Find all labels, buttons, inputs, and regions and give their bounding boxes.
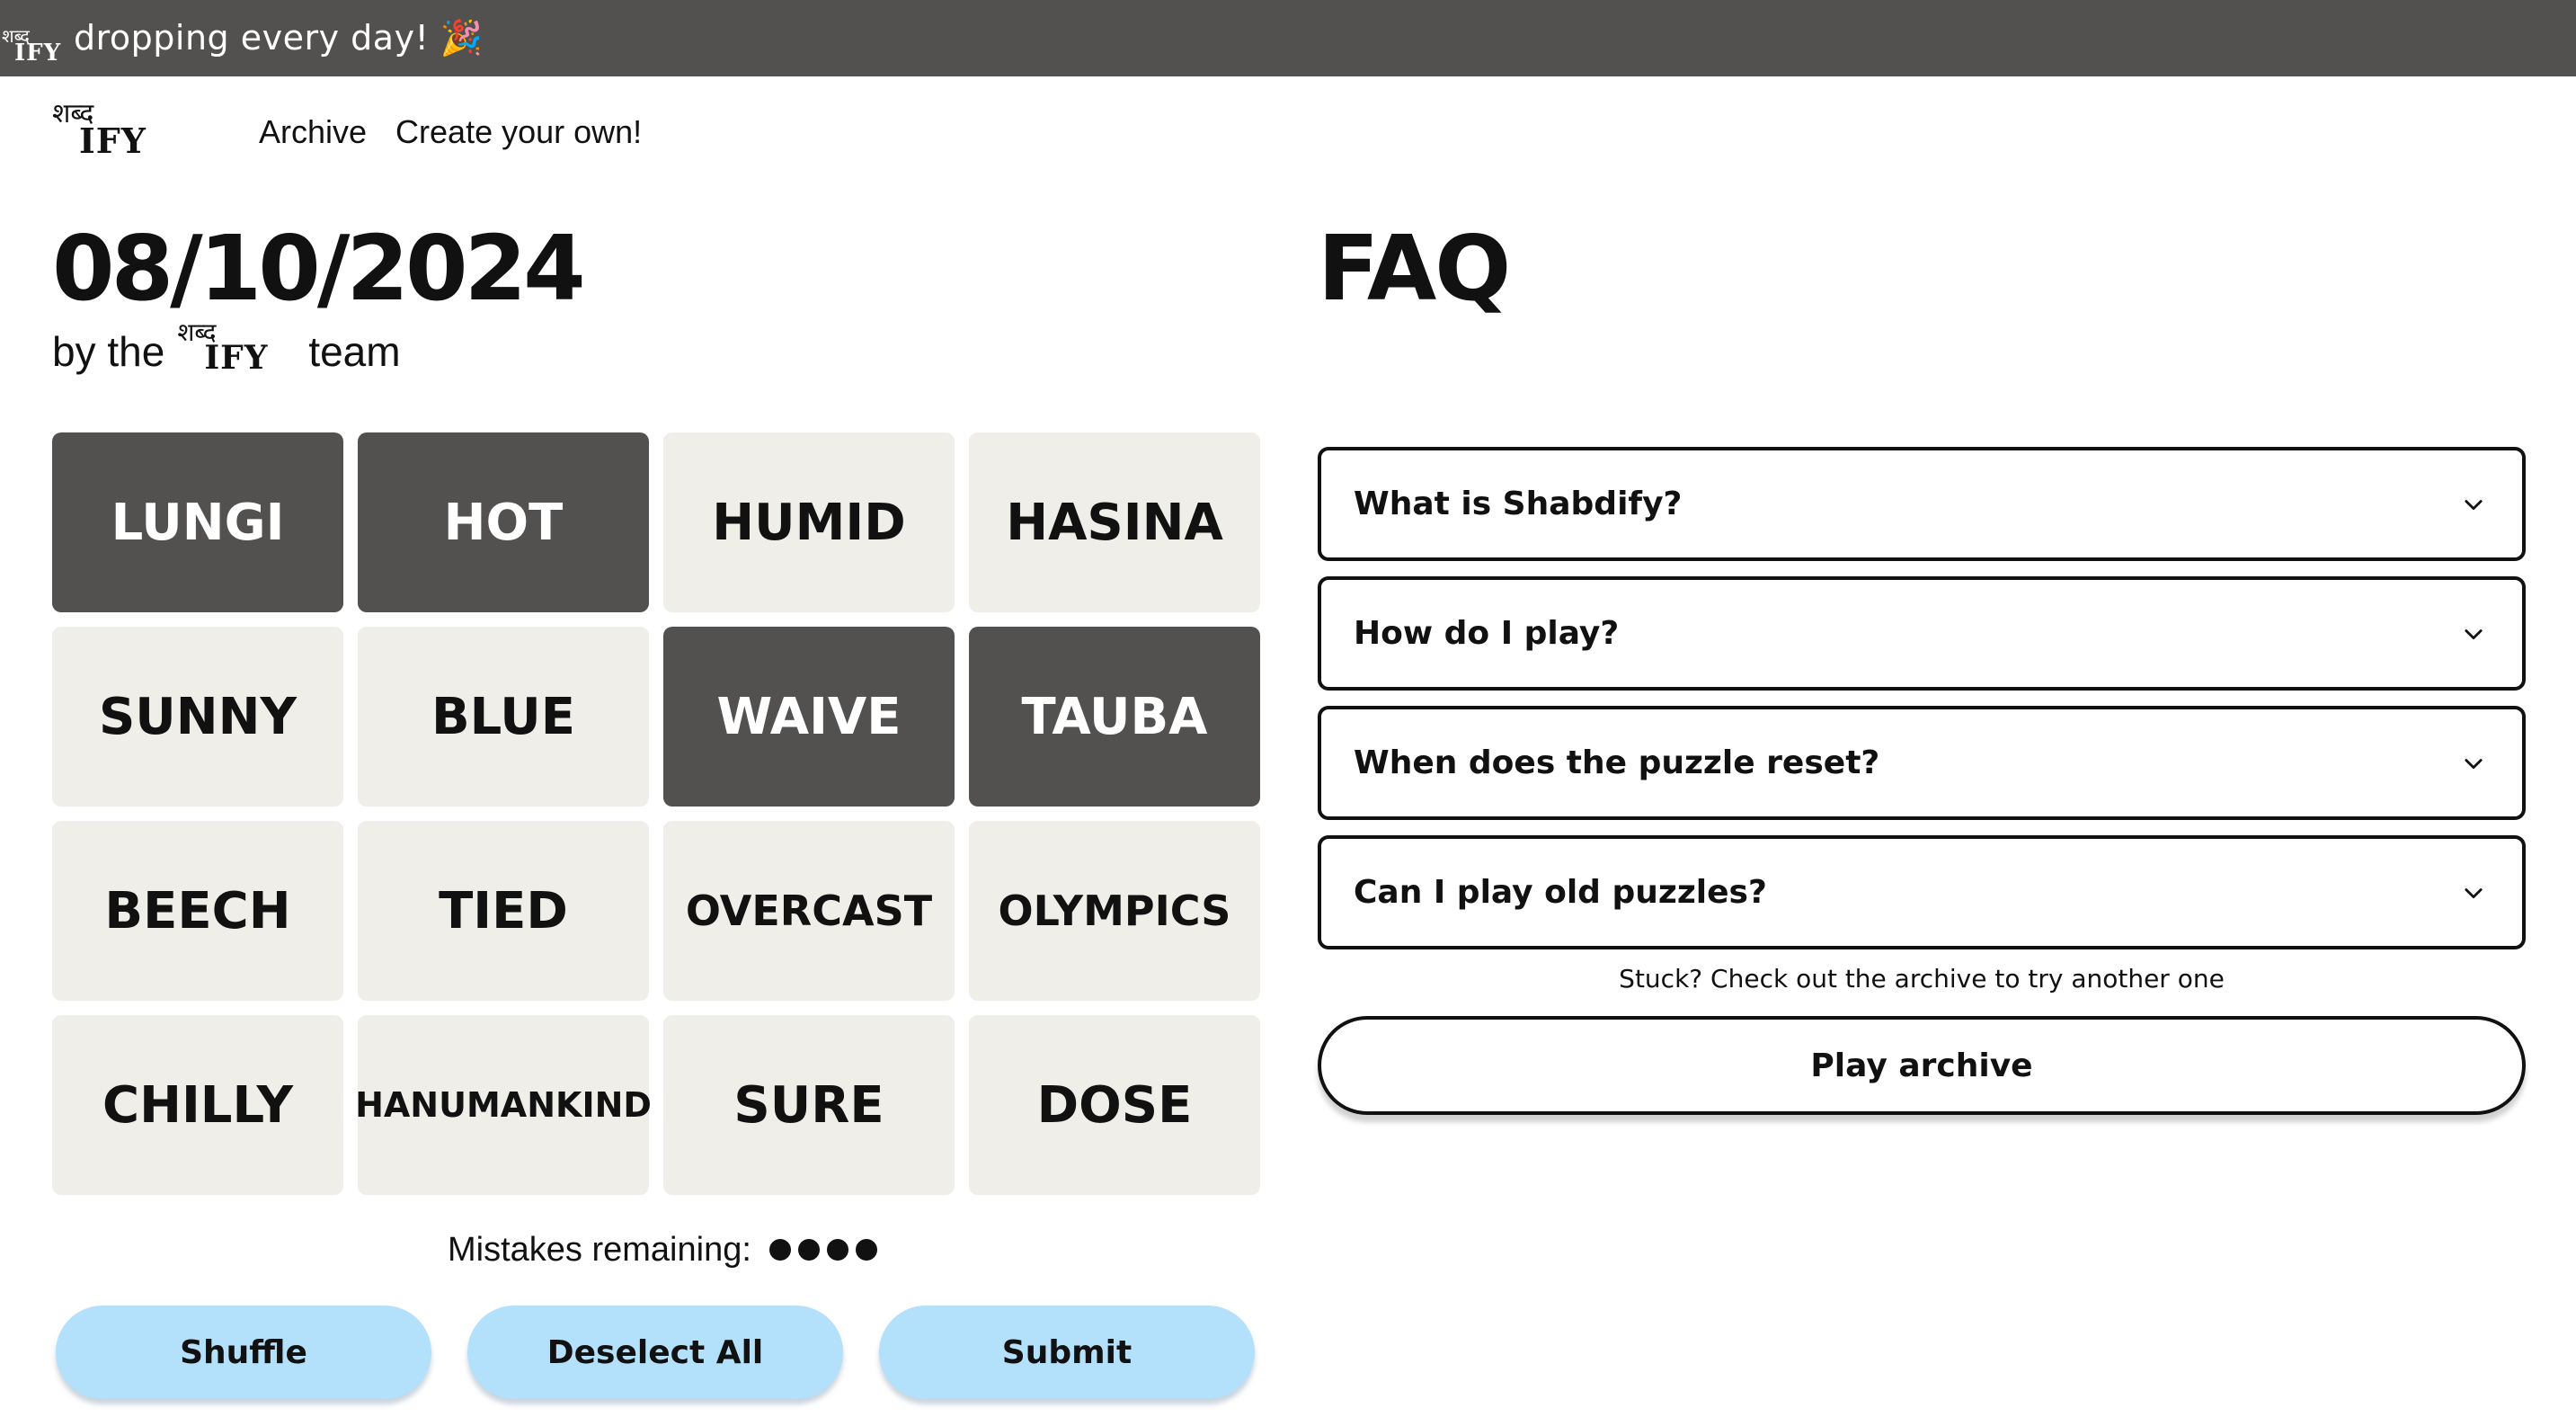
word-tile[interactable]: SUNNY [52, 627, 343, 807]
word-tile[interactable]: BEECH [52, 821, 343, 1001]
word-tile[interactable]: BLUE [358, 627, 649, 807]
mistakes-label: Mistakes remaining: [448, 1230, 751, 1269]
faq-question: Can I play old puzzles? [1354, 874, 1767, 911]
play-archive-button[interactable]: Play archive [1318, 1016, 2526, 1115]
logo-devanagari: शब्द [52, 98, 94, 129]
logo-devanagari: शब्द [2, 24, 30, 47]
shuffle-button[interactable]: Shuffle [56, 1306, 431, 1399]
word-tile[interactable]: WAIVE [663, 627, 955, 807]
faq-item-old-puzzles[interactable] [1318, 835, 2526, 949]
byline-logo [177, 317, 294, 383]
logo-ify: IFY [14, 39, 62, 67]
word-tile[interactable]: SURE [663, 1015, 955, 1195]
byline [52, 317, 401, 383]
faq-item-what-is[interactable] [1318, 447, 2526, 561]
nav-link-archive[interactable]: Archive [259, 113, 368, 150]
chevron-down-icon [2457, 488, 2490, 521]
banner-text: dropping every day! 🎉 [74, 18, 484, 58]
byline-suffix: team [308, 328, 401, 375]
chevron-down-icon [2457, 877, 2490, 909]
home-logo[interactable] [52, 98, 151, 164]
word-grid [52, 432, 1260, 1195]
chevron-down-icon [2457, 618, 2490, 650]
logo-ify: IFY [204, 339, 269, 377]
mistake-dot [856, 1239, 877, 1261]
mistake-dots [769, 1239, 884, 1261]
mistakes-remaining [448, 1223, 884, 1277]
word-tile[interactable]: HOT [358, 432, 649, 612]
word-tile[interactable]: OVERCAST [663, 821, 955, 1001]
word-tile[interactable]: CHILLY [52, 1015, 343, 1195]
faq-question: What is Shabdify? [1354, 486, 1683, 522]
faq-title: FAQ [1318, 216, 1510, 321]
top-nav [52, 98, 643, 164]
logo-devanagari: शब्द [177, 317, 217, 347]
faq-question: When does the puzzle reset? [1354, 744, 1880, 781]
word-tile[interactable]: HANUMANKIND [358, 1015, 649, 1195]
word-tile[interactable]: OLYMPICS [969, 821, 1260, 1001]
word-tile[interactable]: HASINA [969, 432, 1260, 612]
mistake-dot [798, 1239, 820, 1261]
faq-item-reset[interactable] [1318, 706, 2526, 820]
word-tile[interactable]: TAUBA [969, 627, 1260, 807]
mistake-dot [769, 1239, 791, 1261]
faq-item-how-to-play[interactable] [1318, 576, 2526, 691]
submit-button[interactable]: Submit [879, 1306, 1255, 1399]
faq-list [1318, 447, 2526, 965]
deselect-all-button[interactable]: Deselect All [467, 1306, 843, 1399]
game-controls [56, 1306, 1255, 1399]
stuck-hint: Stuck? Check out the archive to try another one [1619, 964, 2225, 994]
shabdify-logo [0, 7, 63, 70]
puzzle-date: 08/10/2024 [52, 216, 582, 321]
nav-link-create[interactable]: Create your own! [395, 113, 643, 150]
word-tile[interactable]: DOSE [969, 1015, 1260, 1195]
chevron-down-icon [2457, 747, 2490, 780]
word-tile[interactable]: LUNGI [52, 432, 343, 612]
logo-ify: IFY [79, 120, 147, 161]
word-tile[interactable]: TIED [358, 821, 649, 1001]
faq-question: How do I play? [1354, 615, 1620, 652]
mistake-dot [827, 1239, 848, 1261]
byline-prefix: by the [52, 328, 165, 375]
word-tile[interactable]: HUMID [663, 432, 955, 612]
announcement-banner [0, 0, 2576, 76]
